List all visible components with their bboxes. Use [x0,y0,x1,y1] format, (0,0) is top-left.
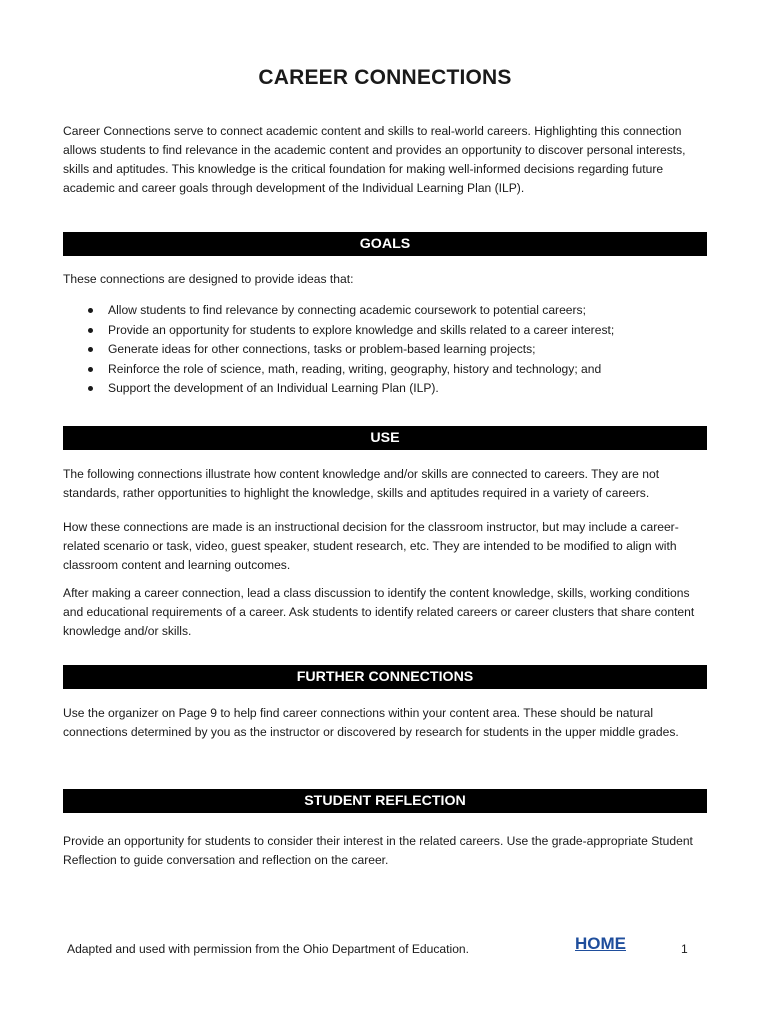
list-item: Provide an opportunity for students to explore knowledge and skills related to a career interest; [63,321,707,341]
list-item: Generate ideas for other connections, tasks or problem-based learning projects; [63,340,707,360]
further-connections-paragraph: Use the organizer on Page 9 to help find career connections within your content area. These should be natural connections determined by you as the instructor or discovered by research for students in the upper middle grades. [63,706,679,739]
use-paragraph-2: How these connections are made is an instructional decision for the classroom instructor, but may include a career-related scenario or task, video, guest speaker, student research, etc. They are intended to be modified to align with classroom content and learning outcomes. [63,520,679,572]
intro-paragraph: Career Connections serve to connect academic content and skills to real-world careers. Highlighting this connection allows students to find relevance in the academic content and provides an opportunity to discover personal interests, skills and aptitudes. This knowledge is the critical foundation for making well-informed decisions regarding future academic and career goals through development of the Individual Learning Plan (ILP). [63,124,686,195]
page-title: CAREER CONNECTIONS [258,66,512,89]
list-item: Reinforce the role of science, math, reading, writing, geography, history and technology; and [63,360,707,380]
student-reflection-heading: STUDENT REFLECTION [63,789,707,813]
home-link[interactable]: HOME [575,934,626,953]
list-item: Allow students to find relevance by connecting academic coursework to potential careers; [63,301,707,321]
use-paragraph-3: After making a career connection, lead a class discussion to identify the content knowledge, skills, working conditions and educational requirements of a career. Ask students to identify related careers or career clusters that share content knowledge and/or skills. [63,586,695,638]
use-heading: USE [63,426,707,450]
footer-attribution: Adapted and used with permission from the Ohio Department of Education. [67,942,470,956]
page-number: 1 [681,942,688,956]
list-item: Support the development of an Individual Learning Plan (ILP). [63,379,707,399]
goals-list [63,301,707,399]
student-reflection-paragraph: Provide an opportunity for students to consider their interest in the related careers. Use the grade-appropriate Student Reflection to guide conversation and reflection on the career. [63,834,693,867]
goals-lead-text: These connections are designed to provide ideas that: [63,272,354,286]
further-connections-heading: FURTHER CONNECTIONS [63,665,707,689]
goals-heading: GOALS [63,232,707,256]
use-paragraph-1: The following connections illustrate how content knowledge and/or skills are connected to careers. They are not standards, rather opportunities to highlight the knowledge, skills and aptitudes required in a variety of careers. [63,467,660,500]
